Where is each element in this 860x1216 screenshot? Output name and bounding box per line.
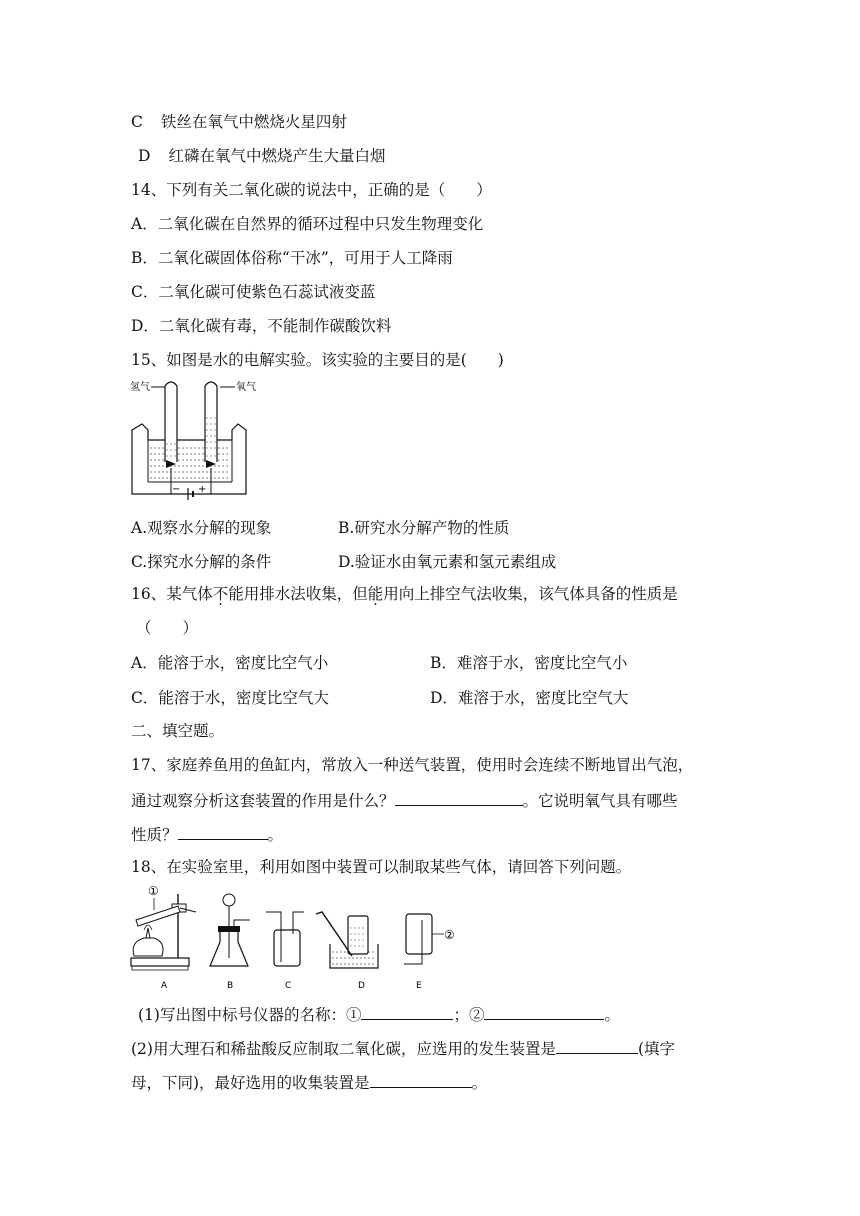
answer-blank[interactable] [361, 1003, 453, 1020]
q18-sub1: (1)写出图中标号仪器的名称：① ；② 。 [138, 1003, 620, 1025]
section-title: 二、填空题。 [131, 722, 225, 740]
hydrogen-label: 氢气 [130, 382, 150, 393]
answer-blank[interactable] [370, 1071, 472, 1088]
answer-blank[interactable] [395, 789, 523, 806]
q14-option-a: A．二氧化碳在自然界的循环过程中只发生物理变化 [131, 215, 484, 233]
q14-stem: 14、下列有关二氧化碳的说法中，正确的是（ ） [131, 181, 492, 199]
q15-stem: 15、如图是水的电解实验。该实验的主要目的是( ) [131, 351, 504, 369]
q16-option-a: A．能溶于水，密度比空气小 [131, 654, 329, 672]
q16-stem: 16、某气体不能用排水法收集，但能用向上排空气法收集，该气体具备的性质是 [131, 585, 678, 603]
q14-option-d: D．二氧化碳有毒，不能制作碳酸饮料 [131, 317, 392, 335]
electrolysis-diagram [128, 378, 268, 500]
label-d: D [358, 981, 365, 991]
lab-apparatus-diagram [126, 882, 466, 994]
q18-stem: 18、在实验室里，利用如图中装置可以制取某些气体，请回答下列问题。 [131, 858, 632, 876]
answer-blank[interactable] [556, 1037, 638, 1054]
q15-option-c: C.探究水分解的条件 [131, 553, 272, 571]
q14-option-b: B．二氧化碳固体俗称“干冰”，可用于人工降雨 [131, 249, 453, 267]
q16-option-c: C．能溶于水，密度比空气大 [131, 689, 329, 707]
q17-line2: 通过观察分析这套装置的作用是什么？ 。它说明氧气具有哪些 [131, 789, 678, 811]
option-text: 红磷在氧气中燃烧产生大量白烟 [168, 147, 386, 165]
option-text: 铁丝在氧气中燃烧火星四射 [160, 113, 347, 131]
label-a: A [161, 981, 168, 991]
q18-sub2-line2: 母，下同)，最好选用的收集装置是 。 [131, 1071, 487, 1093]
option-label: D [138, 147, 151, 165]
q13-option-c [131, 112, 347, 132]
label-c: C [285, 981, 292, 991]
q18-sub2-line1: (2)用大理石和稀盐酸反应制取二氧化碳，应选用的发生装置是 (填字 [131, 1037, 675, 1059]
minus-sign: − [172, 484, 181, 495]
oxygen-label: 氧气 [236, 382, 256, 393]
q17-line1: 17、家庭养鱼用的鱼缸内，常放入一种送气装置，使用时会连续不断地冒出气泡， [131, 756, 694, 774]
q16-option-d: D．难溶于水，密度比空气大 [430, 689, 629, 707]
answer-blank[interactable] [484, 1003, 604, 1020]
mark-2: ② [444, 928, 455, 942]
mark-1: ① [148, 884, 159, 898]
q13-option-d [138, 146, 385, 166]
q16-stem-line2: （ ） [136, 619, 199, 637]
emphasis-text: 不 [212, 585, 229, 603]
q14-option-c: C．二氧化碳可使紫色石蕊试液变蓝 [131, 283, 376, 301]
plus-sign: + [198, 484, 207, 495]
q15-option-a: A.观察水分解的现象 [131, 519, 272, 537]
answer-blank[interactable] [178, 823, 268, 840]
q16-option-b: B．难溶于水，密度比空气小 [430, 654, 628, 672]
label-b: B [227, 981, 234, 991]
q17-line3: 性质？ 。 [131, 823, 283, 845]
label-e: E [416, 981, 422, 991]
q15-option-b: B.研究水分解产物的性质 [338, 519, 510, 537]
option-label: C [131, 113, 143, 131]
emphasis-text: 能 [367, 585, 384, 603]
q15-option-d: D.验证水由氧元素和氢元素组成 [338, 553, 557, 571]
